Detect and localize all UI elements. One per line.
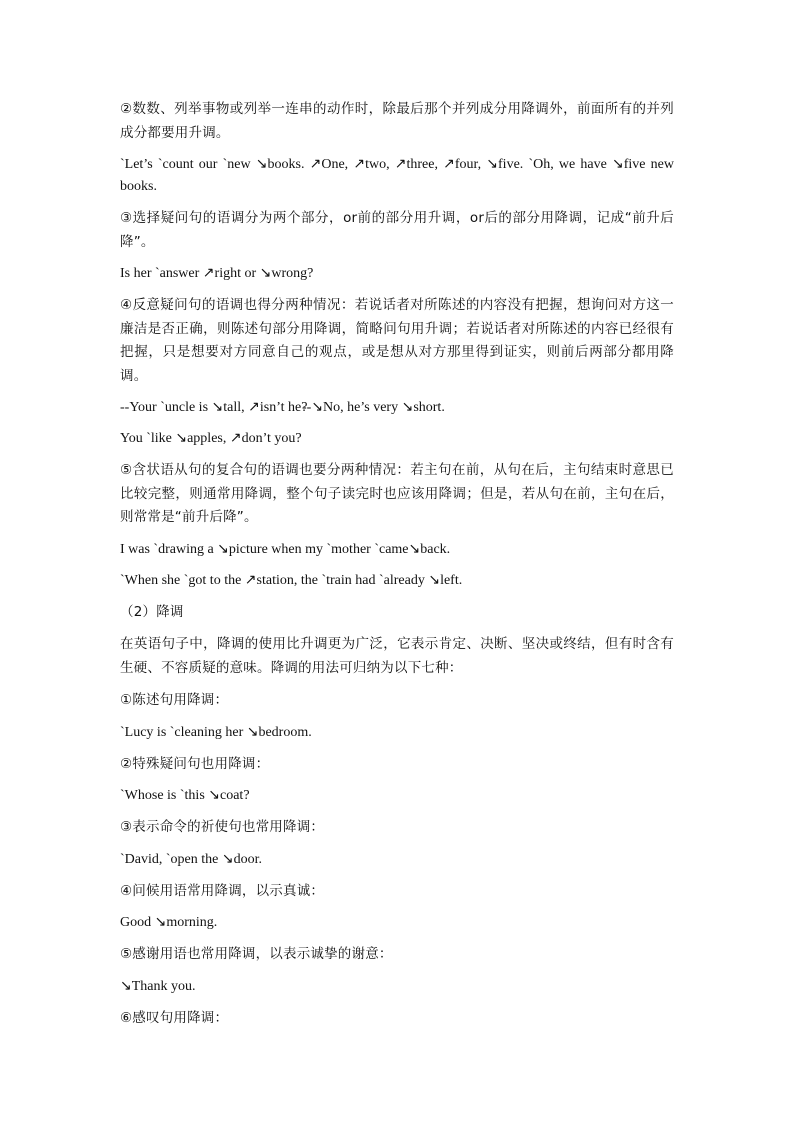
- rule-greeting: ④问候用语常用降调，以示真诚：: [120, 882, 325, 899]
- paragraph-choice-question-rule: ③选择疑问句的语调分为两个部分，or前的部分用升调，or后的部分用降调，记成“前升后降”。: [120, 210, 674, 250]
- example-drawing-picture: I was `drawing a ↘picture when my `mother `came↘back.: [120, 541, 451, 557]
- example-lucy-bedroom: `Lucy is `cleaning her ↘bedroom.: [120, 724, 312, 740]
- example-like-apples: You `like ↘apples, ↗don’t you?: [120, 431, 302, 446]
- document-page: [120, 98, 674, 1039]
- example-right-or-wrong: Is her `answer ↗right or ↘wrong?: [120, 266, 314, 281]
- paragraph-falling-tone-intro: 在英语句子中，降调的使用比升调更为广泛，它表示肯定、决断、坚决或终结，但有时含有生硬、不容质疑的意味。降调的用法可归纳为以下七种：: [120, 636, 674, 676]
- rule-exclamation: ⑥感叹句用降调：: [120, 1009, 229, 1026]
- example-train-left: `When she `got to the ↗station, the `train had `already ↘left.: [120, 572, 463, 588]
- example-counting-books: `Let’s `count our `new ↘books. ↗One, ↗two, ↗three, ↗four, ↘five. `Oh, we have ↘five new books.: [120, 157, 674, 194]
- dialogue-line-answer: --↘No, he’s very ↘short.: [302, 400, 445, 415]
- example-dialogue-uncle: [120, 397, 674, 419]
- section-heading-falling-tone: （2）降调: [120, 603, 184, 620]
- rule-thanks: ⑤感谢用语也常用降调，以表示诚挚的谢意：: [120, 946, 393, 962]
- paragraph-enumeration-rule: ②数数、列举事物或列举一连串的动作时，除最后那个并列成分用降调外，前面所有的并列成分都要用升调。: [120, 101, 674, 141]
- example-good-morning: Good ↘morning.: [120, 915, 218, 930]
- rule-imperative: ③表示命令的祈使句也常用降调：: [120, 819, 325, 835]
- example-whose-coat: `Whose is `this ↘coat?: [120, 788, 250, 803]
- example-thank-you: ↘Thank you.: [120, 978, 196, 994]
- paragraph-tag-question-rule: ④反意疑问句的语调也得分两种情况：若说话者对所陈述的内容没有把握，想询问对方这一廉洁是否正确，则陈述句部分用降调，简略问句用升调；若说话者对所陈述的内容已经很有把握，只是想要对方同意自己的观点，或是想从对方那里得到证实，则前后两部分都用降调。: [120, 297, 674, 384]
- paragraph-adverbial-clause-rule: ⑤含状语从句的复合句的语调也要分两种情况：若主句在前，从句在后，主句结束时意思已比较完整，则通常用降调，整个句子读完时也应该用降调；但是，若从句在前，主句在后，则常常是“前升后降”。: [120, 462, 674, 525]
- dialogue-line-question: --Your `uncle is ↘tall, ↗isn’t he?: [120, 400, 308, 415]
- rule-special-question: ②特殊疑问句也用降调：: [120, 755, 270, 772]
- rule-statement: ①陈述句用降调：: [120, 692, 229, 708]
- example-open-door: `David, `open the ↘door.: [120, 851, 262, 867]
